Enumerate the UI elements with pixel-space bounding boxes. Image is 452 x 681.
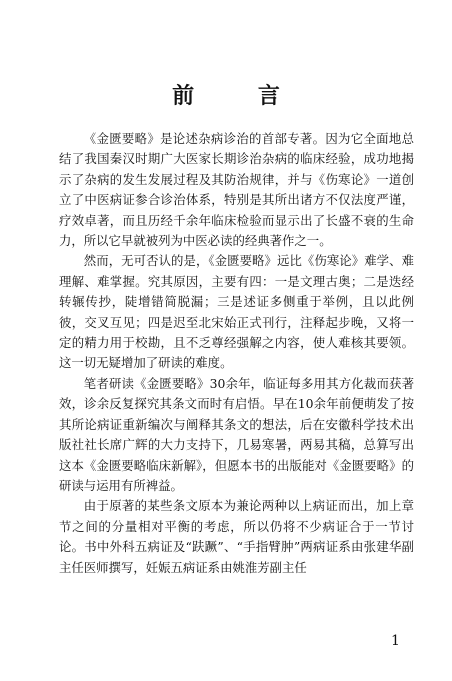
page-title: 前 言 (172, 84, 308, 109)
paragraph-3: 笔者研读《金匮要略》30余年，临证每多用其方化裁而获著效，诊余反复探究其条文而时有启悟。早在10余年前便萌发了按其所论病证重新编次与阐释其条文的想法，后在安徽科学技术出版社社长席广辉的大力支持下，几易寒暑，两易其稿，总算写出这本《金匮要略临床新解》，但愿本书的出版能对《金匮要略》的研读与运用有所裨益。 (59, 375, 414, 493)
paragraph-1: 《金匮要略》是论述杂病诊治的首部专著。因为它全面地总结了我国秦汉时期广大医家长期诊治杂病的临床经验，成功地揭示了杂病的发生发展过程及其防治规律，并与《伤寒论》一道创立了中医病证参合诊治体系，特别是其所出诸方不仅法度严谨，疗效卓著，而且历经千余年临床检验而显示出了长盛不衰的生命力，所以它早就被列为中医必读的经典著作之一。 (59, 131, 414, 249)
page-number: 1 (391, 633, 400, 649)
paragraph-2: 然而，无可否认的是，《金匮要略》远比《伤寒论》难学、难理解、难掌握。究其原因，主要有四：一是文理古奥；二是迭经转辗传抄，陡增错简脱漏；三是述证多侧重于举例，且以此例彼，交叉互见；四是迟至北宋始正式刊行，注释起步晚，又将一定的精力用于校勘，且不乏尊经强解之内容，使人难核其要领。这一切无疑增加了研读的难度。 (59, 253, 414, 371)
body-text (59, 129, 414, 578)
paragraph-4: 由于原著的某些条文原本为兼论两种以上病证而出，加上章节之间的分量相对平衡的考虑，所以仍将不少病证合于一节讨论。书中外科五病证及“趺蹶”、“手指臂肿”两病证系由张建华副主任医师撰写，妊娠五病证系由姚淮芳副主任 (59, 498, 414, 575)
